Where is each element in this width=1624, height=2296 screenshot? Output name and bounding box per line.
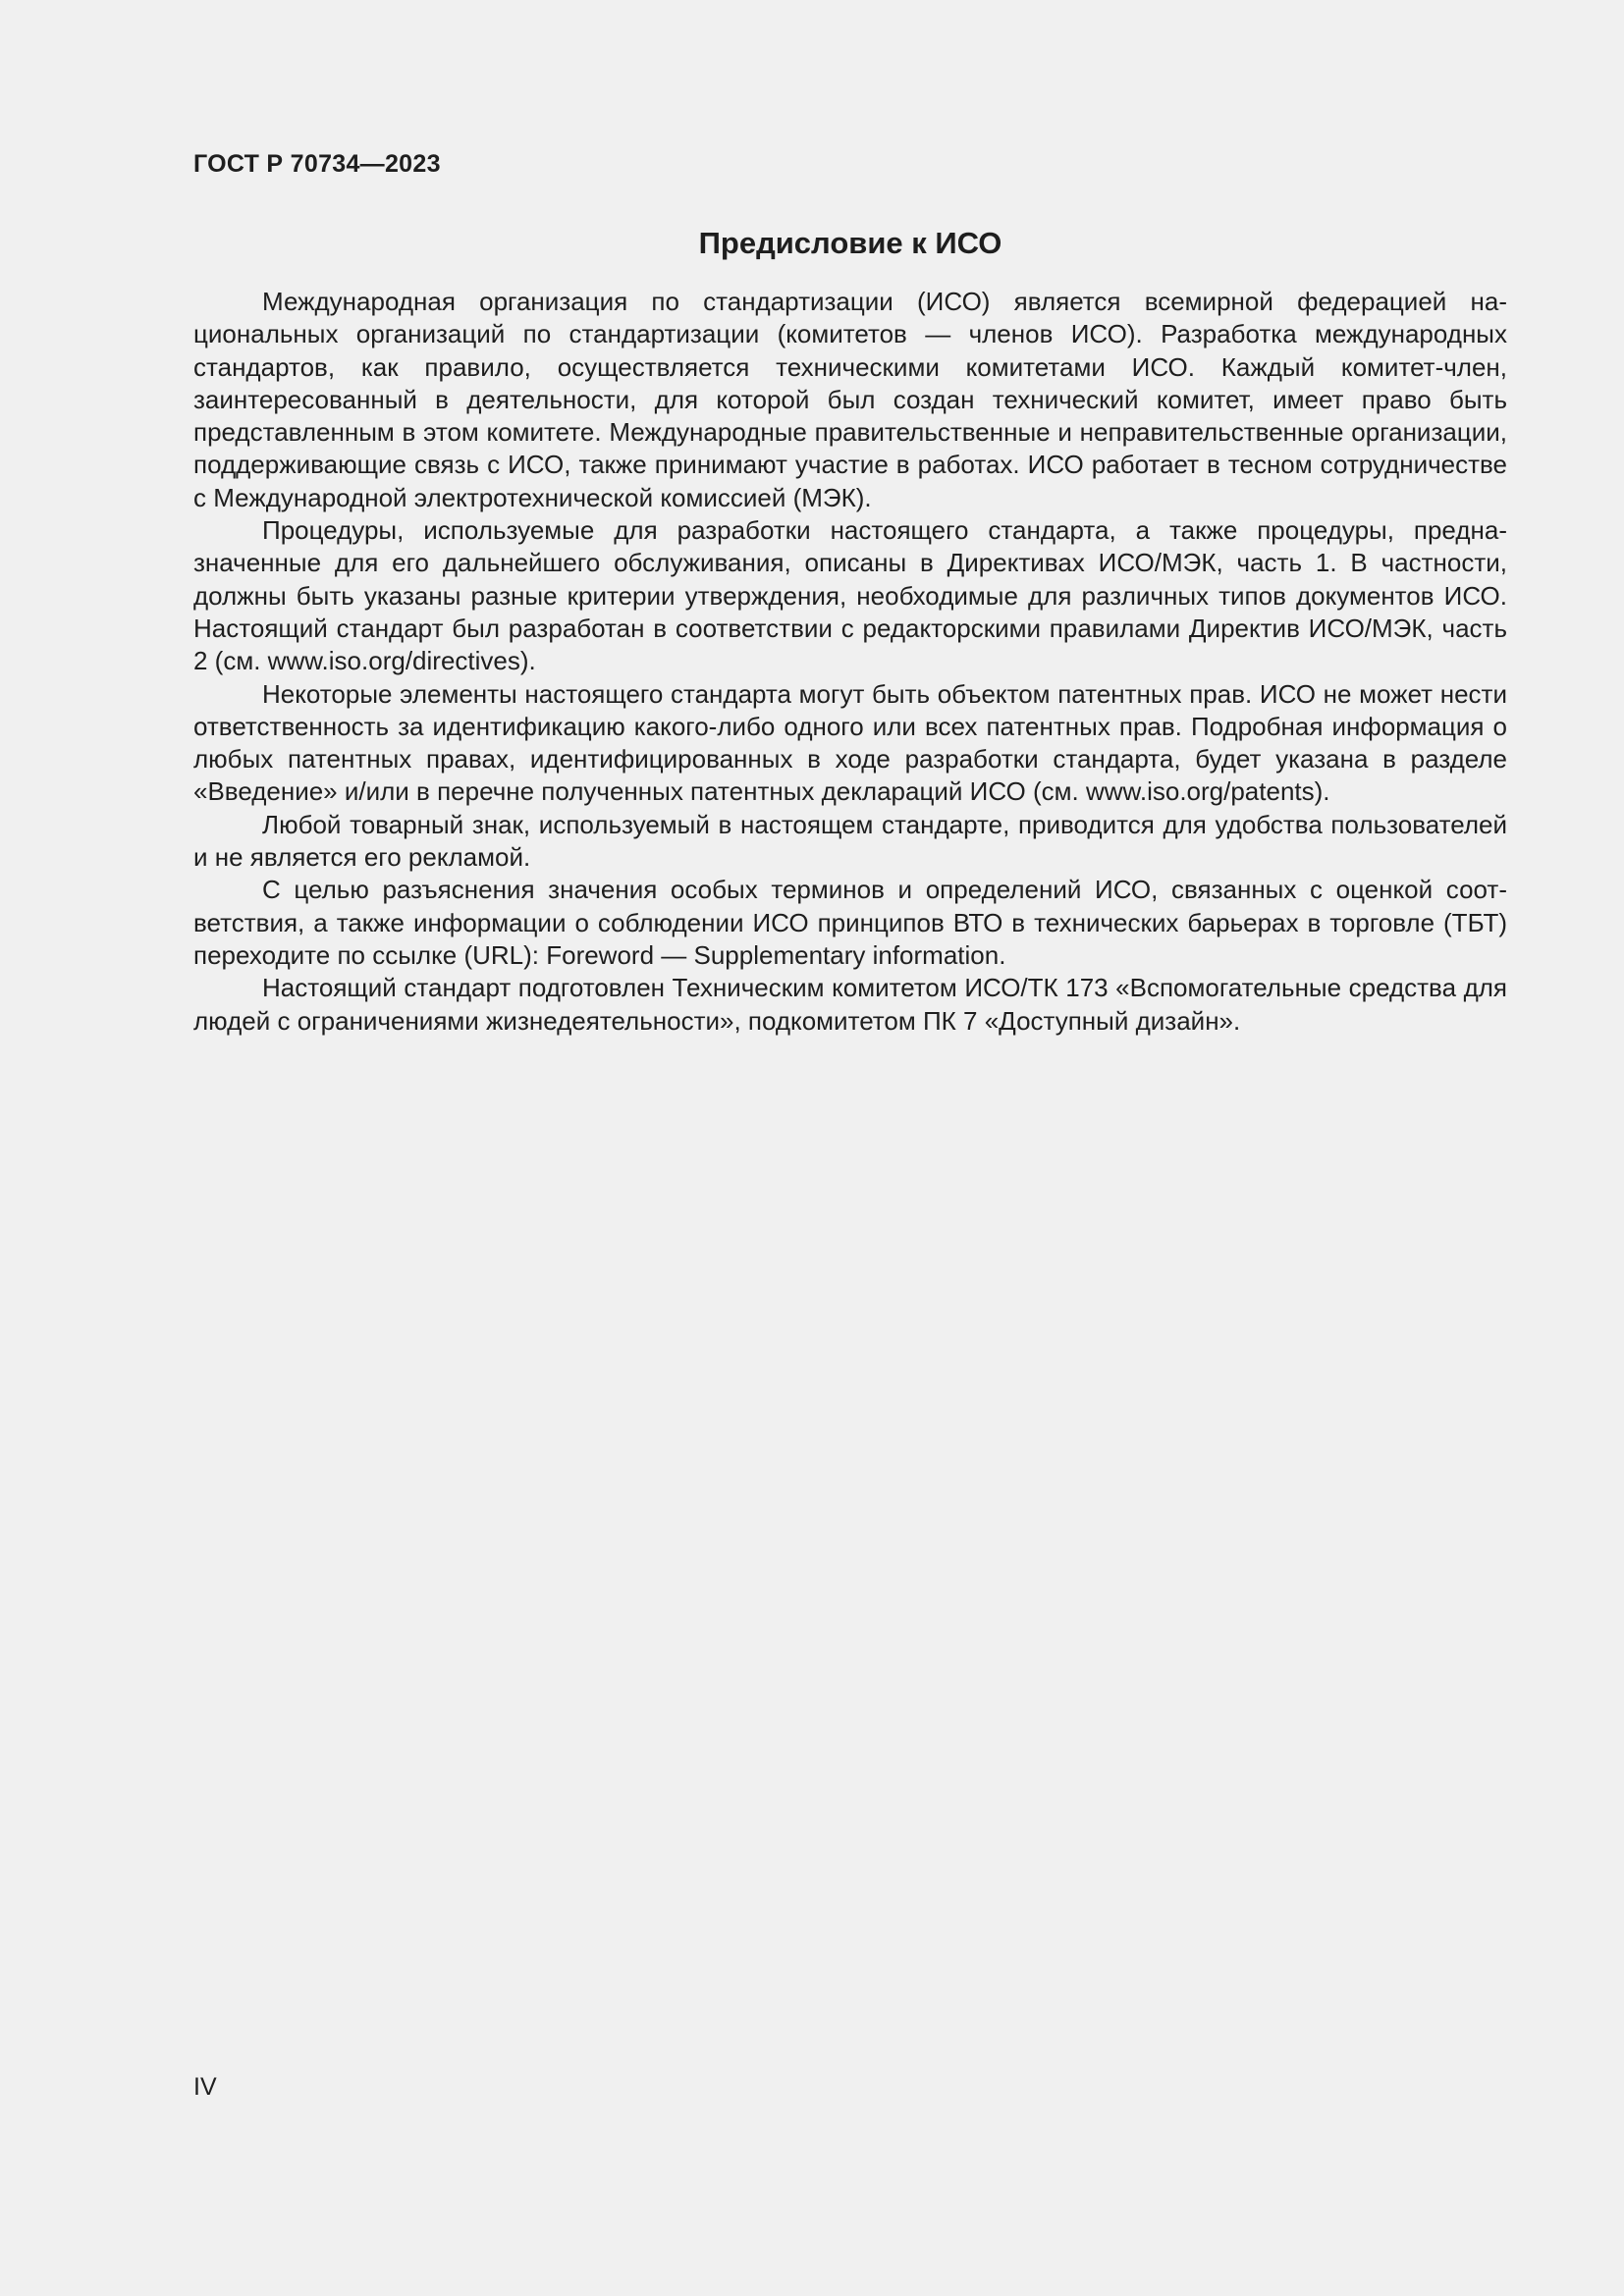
paragraph: С целью разъяснения значения особых терминов и определений ИСО, связанных с оценкой соответствия, а также информации о соблюдении ИСО принципов ВТО в технических барьерах в торговле (ТБТ) переходите по ссылке (URL): Foreword — Supplementary information. — [193, 875, 1507, 970]
page-title: Предисловие к ИСО — [698, 226, 1002, 260]
paragraph: Любой товарный знак, используемый в настоящем стандарте, приводится для удобства пользователей и не является его рекламой. — [193, 809, 1507, 873]
paragraph: Настоящий стандарт подготовлен Техническим комитетом ИСО/ТК 173 «Вспомогательные средства для людей с ограничениями жизнедеятельности», подкомитетом ПК 7 «Доступный дизайн». — [193, 973, 1507, 1036]
page-number: IV — [193, 2073, 217, 2101]
paragraph: Международная организация по стандартизации (ИСО) является всемирной федерацией национальных организаций по стандартизации (комитетов — членов ИСО). Разработка международных стандартов, как правило, осуществляется техническими комитетами ИСО. Каждый комитет-член, заинтересованный в деятельности, для которой был создан технический комитет, имеет право быть представленным в этом комитете. Международные правительственные и неправительственные организации, поддерживающие связь с ИСО, также принимают участие в работах. ИСО работает в тесном сотрудничестве с Международной электротехнической комиссией (МЭК). — [193, 287, 1507, 512]
paragraph: Некоторые элементы настоящего стандарта могут быть объектом патентных прав. ИСО не может нести ответственность за идентификацию какого-либо одного или всех патентных прав. Подробная информация о любых патентных правах, идентифицированных в ходе разработки стандарта, будет указана в разделе «Введение» и/или в перечне полученных патентных деклараций ИСО (см. www.iso.​org/patents). — [193, 678, 1507, 807]
foreword-body — [193, 286, 1507, 1038]
document-code: ГОСТ Р 70734—2023 — [193, 150, 441, 178]
paragraph: Процедуры, используемые для разработки настоящего стандарта, а также процедуры, предназначенные для его дальнейшего обслуживания, описаны в Директивах ИСО/МЭК, часть 1. В частности, должны быть указаны разные критерии утверждения, необходимые для различных типов документов ИСО. Настоящий стандарт был разработан в соответствии с редакторскими правилами Директив ИСО/МЭК, часть 2 (см. www.iso.org/directives). — [193, 515, 1507, 676]
